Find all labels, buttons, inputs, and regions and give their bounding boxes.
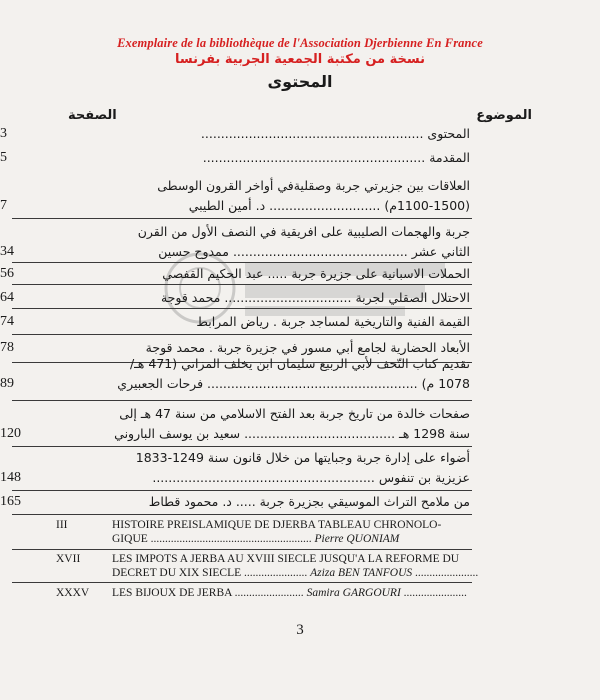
toc-entry-french [56, 518, 536, 546]
toc-entry-title: LES BIJOUX DE JERBA ........................ [112, 587, 304, 599]
toc-entry-leader: ...................... [403, 587, 467, 599]
toc-entry-page: 34 [0, 244, 14, 259]
toc-entry-page: 89 [0, 376, 14, 391]
divider [12, 262, 472, 263]
toc-entry-title-line1: HISTOIRE PREISLAMIQUE DE DJERBA TABLEAU CHRONOLO- [112, 519, 442, 531]
toc-entry-french [56, 586, 536, 600]
toc-entry-title: من ملامح التراث الموسيقي بجزيرة جربة ..... د. محمود قطاط [148, 494, 470, 509]
toc-entry [0, 312, 470, 332]
toc-entry-french [56, 552, 536, 580]
toc-entry-title-line1: صفحات خالدة من تاريخ جربة بعد الفتح الاسلامي من سنة 47 هـ إلى [119, 406, 470, 421]
toc-entry [0, 148, 470, 168]
toc-entry-page: 5 [0, 150, 7, 165]
toc-entry-title: المقدمة ........................................................ [202, 150, 470, 165]
toc-entry-title-line2: عزيزية بن تنفوس ........................................................ [152, 470, 470, 485]
toc-entry-page: 120 [0, 426, 21, 441]
divider [12, 308, 472, 309]
toc-entry-page: XVII [56, 553, 81, 565]
toc-entry-title: الحملات الاسبانية على جزيرة جربة ..... عبد الحكيم القفصي [162, 266, 470, 281]
toc-entry [0, 176, 470, 216]
toc-entry-title: الأبعاد الحضارية لجامع أبي مسور في جزيرة جربة . محمد قوجة [145, 340, 470, 355]
toc-entry [0, 264, 470, 284]
toc-entry [0, 448, 470, 488]
divider [12, 446, 472, 447]
toc-entry-author: Pierre QUONIAM [314, 533, 400, 545]
toc-entry-page: III [56, 519, 68, 531]
toc-entry-title-line2: 1078 م) ..................................................... فرحات الجعبيري [117, 376, 470, 391]
toc-entry-page: 7 [0, 198, 7, 213]
toc-entry-author: Aziza BEN TANFOUS [310, 567, 413, 579]
divider [12, 218, 472, 219]
toc-entry-page: 148 [0, 470, 21, 485]
toc-entry-page: 3 [0, 126, 7, 141]
toc-entry-title-line2: GIQUE ........................................................ [112, 533, 312, 545]
library-stamp-arabic: نسخة من مكتبة الجمعية الجربية بفرنسا [175, 52, 425, 67]
toc-entry [0, 404, 470, 444]
toc-entry-title-line1: جربة والهجمات الصليبية على افريقية في النصف الأول من القرن [137, 224, 470, 239]
toc-entry-page: 165 [0, 494, 21, 509]
topic-column-heading: الموضوع [476, 108, 532, 123]
toc-entry-author: Samira GARGOURI [306, 587, 401, 599]
divider [12, 514, 472, 515]
toc-entry-title-line1: أضواء على إدارة جربة وجبايتها من خلال قانون سنة 1249-1833 [135, 450, 470, 465]
toc-entry-page: 64 [0, 290, 14, 305]
divider [12, 400, 472, 401]
toc-entry-title-line1: العلاقات بين جزيرتي جربة وصقليةفي أواخر القرون الوسطى [157, 178, 470, 193]
library-stamp-french: Exemplaire de la bibliothèque de l'Association Djerbienne En France [117, 36, 483, 50]
toc-entry-title-line2: سنة 1298 هـ ...................................... سعيد بن يوسف الباروني [114, 426, 470, 441]
divider [12, 490, 472, 491]
divider [12, 582, 472, 583]
toc-entry-title: الاحتلال الصقلي لجربة ................................ محمد قوجة [160, 290, 470, 305]
toc-entry-page: 74 [0, 314, 14, 329]
divider [12, 284, 472, 285]
toc-entry-page: XXXV [56, 587, 90, 599]
toc-entry-title-line2: DECRET DU XIX SIECLE ...................... [112, 567, 308, 579]
toc-entry-page: 78 [0, 340, 14, 355]
toc-entry-title-line2: (1100-1500م) ............................ د. أمين الطيبي [188, 198, 470, 213]
page-column-heading: الصفحة [68, 108, 117, 123]
toc-entry-title-line2: الثاني عشر ............................................ ممدوح حسين [158, 244, 470, 259]
toc-entry [0, 354, 470, 394]
toc-entry-title-line1: تقديم كتاب التّحف لأبي الربيع سليمان ابن يخلف المزاتي (471 هـ/ [129, 356, 470, 371]
toc-entry-leader: ...................... [415, 567, 479, 579]
toc-entry [0, 222, 470, 262]
page-number: 3 [296, 622, 304, 638]
toc-entry-title-line1: LES IMPOTS A JERBA AU XVIII SIECLE JUSQU'A LA REFORME DU [112, 553, 460, 565]
divider [12, 334, 472, 335]
toc-entry [0, 124, 470, 144]
toc-entry [0, 288, 470, 308]
page-title: المحتوى [267, 72, 333, 91]
toc-entry [0, 492, 470, 512]
toc-entry-page: 56 [0, 266, 14, 281]
toc-entry-title: القيمة الفنية والتاريخية لمساجد جربة . رياض المرابط [196, 314, 470, 329]
toc-entry-title: المحتوى ........................................................ [200, 126, 470, 141]
divider [12, 549, 472, 550]
